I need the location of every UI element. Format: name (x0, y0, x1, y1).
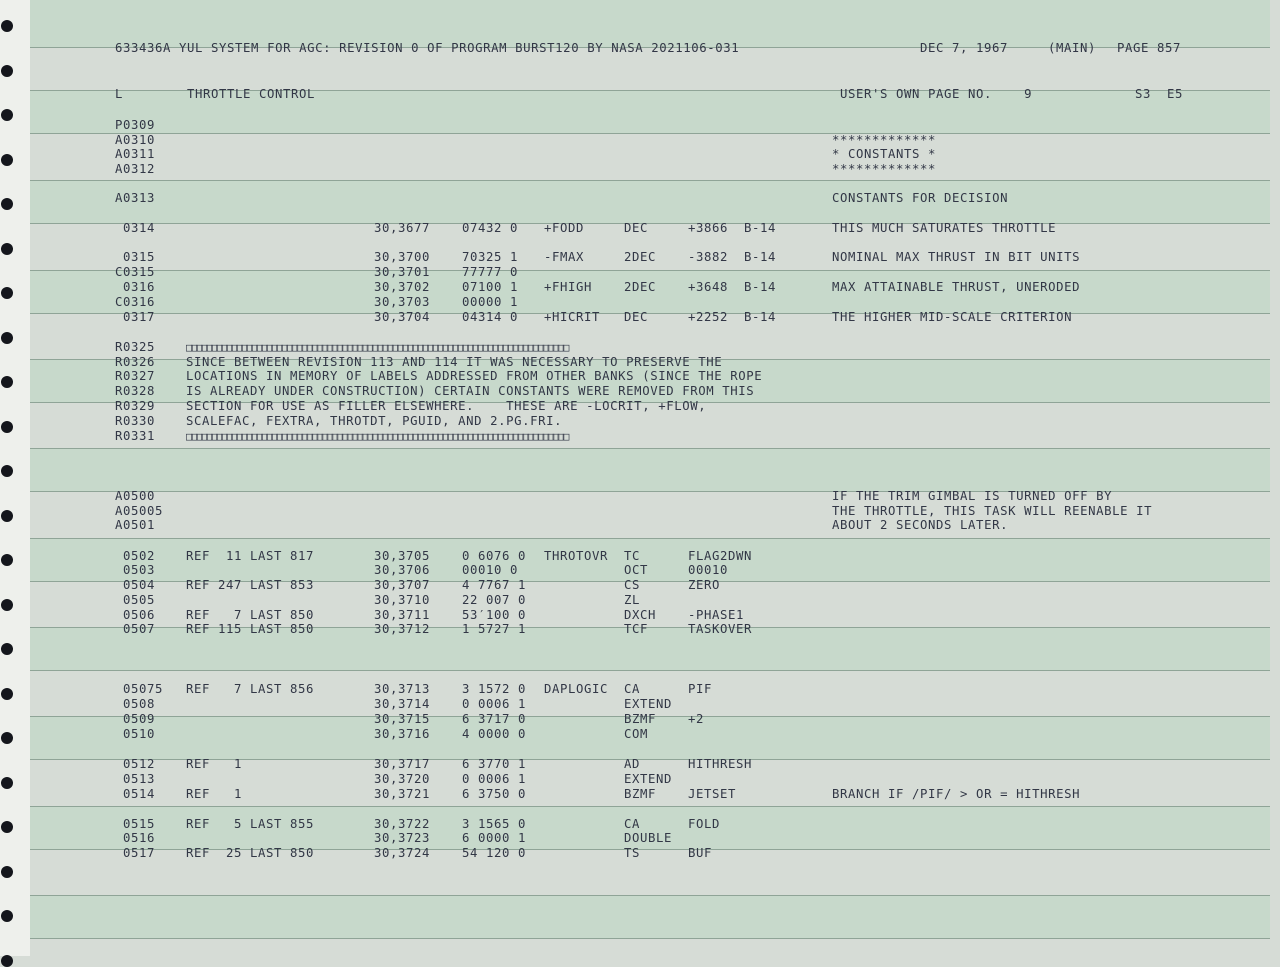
listing-comment: THE THROTTLE, THIS TASK WILL REENABLE IT (832, 504, 1153, 518)
listing-value: 53′100 0 (462, 608, 527, 622)
listing-line: 0316 (123, 280, 156, 294)
listing-value: 0 0006 1 (462, 772, 527, 786)
listing-operand: +2252 B-14 (688, 310, 777, 324)
listing-line: A05005 (115, 504, 164, 518)
tractor-hole (1, 955, 13, 967)
listing-addr: 30,3707 (374, 578, 431, 592)
listing-value: 1 5727 1 (462, 622, 527, 636)
listing-line: A0501 (115, 518, 156, 532)
listing-label: DAPLOGIC (544, 682, 609, 696)
listing-comment: MAX ATTAINABLE THRUST, UNERODED (832, 280, 1081, 294)
listing-ref: REF 115 LAST 850 (186, 622, 315, 636)
listing-ref: REF 11 LAST 817 (186, 549, 315, 563)
listing-ref: REF 1 (186, 787, 243, 801)
listing-addr: 30,3704 (374, 310, 431, 324)
listing-op: EXTEND (624, 772, 673, 786)
listing-label: -FMAX (544, 250, 585, 264)
listing-operand: HITHRESH (688, 757, 753, 771)
section-title: THROTTLE CONTROL (187, 87, 316, 101)
listing-value: 3 1572 0 (462, 682, 527, 696)
listing-addr: 30,3702 (374, 280, 431, 294)
listing-op: 2DEC (624, 280, 657, 294)
listing-ref: REF 5 LAST 855 (186, 817, 315, 831)
listing-op: TC (624, 549, 641, 563)
listing-label: +FHIGH (544, 280, 593, 294)
listing-addr: 30,3677 (374, 221, 431, 235)
listing-line: 0508 (123, 697, 156, 711)
listing-op: CA (624, 682, 641, 696)
listing-addr: 30,3701 (374, 265, 431, 279)
listing-comment: CONSTANTS FOR DECISION (832, 191, 1009, 205)
listing-value: 6 3770 1 (462, 757, 527, 771)
listing-addr: 30,3724 (374, 846, 431, 860)
listing-addr: 30,3723 (374, 831, 431, 845)
listing-value: 6 3750 0 (462, 787, 527, 801)
listing-line: A0312 (115, 162, 156, 176)
listing-value: 07100 1 (462, 280, 519, 294)
listing-addr: 30,3713 (374, 682, 431, 696)
listing-line: 0514 (123, 787, 156, 801)
listing-op: BZMF (624, 787, 657, 801)
listing-line: 0513 (123, 772, 156, 786)
listing-op: CA (624, 817, 641, 831)
listing-addr: 30,3722 (374, 817, 431, 831)
listing-addr: 30,3720 (374, 772, 431, 786)
listing-operand: FLAG2DWN (688, 549, 753, 563)
listing-line: 0502 (123, 549, 156, 563)
listing-line: R0328 (115, 384, 156, 398)
listing-value: 54 120 0 (462, 846, 527, 860)
listing-comment: ************* (832, 133, 937, 147)
listing-line: C0315 (115, 265, 156, 279)
listing-line: 0314 (123, 221, 156, 235)
subheader-codes: S3 E5 (1135, 87, 1184, 101)
header-page-number: PAGE 857 (1117, 41, 1182, 55)
listing-line: R0325 (115, 340, 156, 354)
listing-line: 0510 (123, 727, 156, 741)
listing-value: 22 007 0 (462, 593, 527, 607)
listing-remark: IS ALREADY UNDER CONSTRUCTION) CERTAIN CONSTANTS WERE REMOVED FROM THIS (186, 384, 755, 398)
listing-comment: ABOUT 2 SECONDS LATER. (832, 518, 1009, 532)
listing-addr: 30,3721 (374, 787, 431, 801)
listing-operand: +3648 B-14 (688, 280, 777, 294)
listing-line: 0317 (123, 310, 156, 324)
listing-operand: ZERO (688, 578, 721, 592)
listing-operand: JETSET (688, 787, 737, 801)
listing-comment: * CONSTANTS * (832, 147, 937, 161)
listing-operand: 00010 (688, 563, 729, 577)
listing-line: 0515 (123, 817, 156, 831)
listing-addr: 30,3716 (374, 727, 431, 741)
listing-comment: THIS MUCH SATURATES THROTTLE (832, 221, 1057, 235)
listing-line: R0327 (115, 369, 156, 383)
listing-op: 2DEC (624, 250, 657, 264)
listing-addr: 30,3715 (374, 712, 431, 726)
listing-op: CS (624, 578, 641, 592)
listing-line: 0512 (123, 757, 156, 771)
listing-op: EXTEND (624, 697, 673, 711)
listing-remark: □□□□□□□□□□□□□□□□□□□□□□□□□□□□□□□□□□□□□□□□□□□□□□□□□□□□□□□□□□□□□□□□□□□□□□□□□□□□ (186, 341, 568, 354)
listing-op: BZMF (624, 712, 657, 726)
listing-line: 0315 (123, 250, 156, 264)
listing-op: COM (624, 727, 649, 741)
listing-value: 0 0006 1 (462, 697, 527, 711)
listing-value: 6 0000 1 (462, 831, 527, 845)
listing-ref: REF 7 LAST 850 (186, 608, 315, 622)
listing-op: AD (624, 757, 641, 771)
listing-addr: 30,3705 (374, 549, 431, 563)
listing-line: 0505 (123, 593, 156, 607)
listing-comment: IF THE TRIM GIMBAL IS TURNED OFF BY (832, 489, 1113, 503)
listing-line: A0311 (115, 147, 156, 161)
listing-line: C0316 (115, 295, 156, 309)
listing-line: 05075 (123, 682, 164, 696)
listing-op: DOUBLE (624, 831, 673, 845)
listing-line: 0503 (123, 563, 156, 577)
listing-ref: REF 1 (186, 757, 243, 771)
listing-operand: -PHASE1 (688, 608, 745, 622)
listing-comment: BRANCH IF /PIF/ > OR = HITHRESH (832, 787, 1081, 801)
listing-value: 3 1565 0 (462, 817, 527, 831)
listing-line: 0516 (123, 831, 156, 845)
listing-op: TCF (624, 622, 649, 636)
listing-comment: NOMINAL MAX THRUST IN BIT UNITS (832, 250, 1081, 264)
listing-remark: LOCATIONS IN MEMORY OF LABELS ADDRESSED FROM OTHER BANKS (SINCE THE ROPE (186, 369, 763, 383)
listing-value: 07432 0 (462, 221, 519, 235)
listing-operand: FOLD (688, 817, 721, 831)
listing-op: DEC (624, 221, 649, 235)
listing-operand: +2 (688, 712, 705, 726)
listing-op: OCT (624, 563, 649, 577)
listing-comment: THE HIGHER MID-SCALE CRITERION (832, 310, 1073, 324)
listing-line: R0331 (115, 429, 156, 443)
listing-operand: -3882 B-14 (688, 250, 777, 264)
listing-op: DXCH (624, 608, 657, 622)
listing-line: A0500 (115, 489, 156, 503)
listing-comment: ************* (832, 162, 937, 176)
listing-remark: □□□□□□□□□□□□□□□□□□□□□□□□□□□□□□□□□□□□□□□□□□□□□□□□□□□□□□□□□□□□□□□□□□□□□□□□□□□□ (186, 430, 568, 443)
listing-line: R0329 (115, 399, 156, 413)
listing-value: 04314 0 (462, 310, 519, 324)
listing-line: A0310 (115, 133, 156, 147)
listing-addr: 30,3710 (374, 593, 431, 607)
header-main-label: (MAIN) (1048, 41, 1097, 55)
listing-line: 0506 (123, 608, 156, 622)
listing-line: R0330 (115, 414, 156, 428)
subheader-type-code: L (115, 87, 124, 101)
listing-op: ZL (624, 593, 641, 607)
listing-label: +HICRIT (544, 310, 601, 324)
listing-value: 70325 1 (462, 250, 519, 264)
listing-addr: 30,3703 (374, 295, 431, 309)
listing-label: THROTOVR (544, 549, 609, 563)
listing-operand: BUF (688, 846, 713, 860)
listing-ref: REF 247 LAST 853 (186, 578, 315, 592)
listing-remark: SCALEFAC, FEXTRA, THROTDT, PGUID, AND 2.PG.FRI. (186, 414, 563, 428)
listing-ref: REF 25 LAST 850 (186, 846, 315, 860)
listing-operand: +3866 B-14 (688, 221, 777, 235)
users-page-number: USER'S OWN PAGE NO. 9 (840, 87, 1033, 101)
listing-label: +FODD (544, 221, 585, 235)
listing-line: 0507 (123, 622, 156, 636)
listing-addr: 30,3712 (374, 622, 431, 636)
listing-line: A0313 (115, 191, 156, 205)
header-system-line: 633436A YUL SYSTEM FOR AGC: REVISION 0 OF PROGRAM BURST120 BY NASA 2021106-031 (115, 41, 740, 55)
listing-op: TS (624, 846, 641, 860)
listing-ref: REF 7 LAST 856 (186, 682, 315, 696)
listing-op: DEC (624, 310, 649, 324)
listing-value: 0 6076 0 (462, 549, 527, 563)
listing-addr: 30,3714 (374, 697, 431, 711)
listing-operand: PIF (688, 682, 713, 696)
listing-addr: 30,3711 (374, 608, 431, 622)
listing-line: 0509 (123, 712, 156, 726)
listing-line: P0309 (115, 118, 156, 132)
listing-value: 4 0000 0 (462, 727, 527, 741)
listing-value: 77777 0 (462, 265, 519, 279)
listing-addr: 30,3700 (374, 250, 431, 264)
listing-operand: TASKOVER (688, 622, 753, 636)
listing-line: 0517 (123, 846, 156, 860)
listing-addr: 30,3706 (374, 563, 431, 577)
listing-value: 4 7767 1 (462, 578, 527, 592)
listing-line: 0504 (123, 578, 156, 592)
listing-remark: SECTION FOR USE AS FILLER ELSEWHERE. THESE ARE -LOCRIT, +FLOW, (186, 399, 707, 413)
listing-line: R0326 (115, 355, 156, 369)
listing-addr: 30,3717 (374, 757, 431, 771)
listing-value: 6 3717 0 (462, 712, 527, 726)
header-date: DEC 7, 1967 (920, 41, 1009, 55)
listing-value: 00010 0 (462, 563, 519, 577)
listing-remark: SINCE BETWEEN REVISION 113 AND 114 IT WAS NECESSARY TO PRESERVE THE (186, 355, 723, 369)
listing-value: 00000 1 (462, 295, 519, 309)
